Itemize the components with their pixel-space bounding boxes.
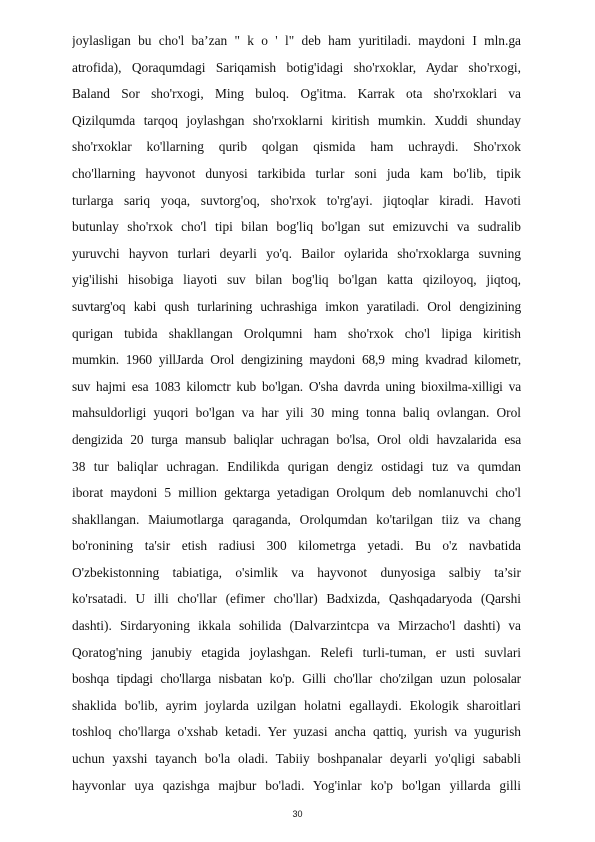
text-line: atrofida), Qoraqumdagi Sariqamish botig'idagi sho'rxoklar, Aydar sho'rxogi, — [72, 59, 521, 75]
text-line: Baland Sor sho'rxogi, Ming buloq. Og'itma. Karrak ota sho'rxoklari va — [72, 86, 521, 102]
page-number: 30 — [292, 809, 303, 819]
text-line: uchun yaxshi tayanch bo'la oladi. Tabiiy boshpanalar deyarli yo'qligi sababli — [72, 751, 521, 767]
text-line: sho'rxoklar ko'llarning qurib qolgan qismida ham uchraydi. Sho'rxok — [72, 139, 521, 155]
text-line: butunlay sho'rxok cho'l tipi bilan bog'liq bo'lgan sut emizuvchi va sudralib — [72, 219, 521, 235]
text-line: mumkin. 1960 yillJarda Orol dengizining maydoni 68,9 ming kvadrad kilometr, — [72, 352, 521, 368]
text-line: O'zbekistonning tabiatiga, o'simlik va hayvonot dunyosiga salbiy ta’sir — [72, 564, 521, 580]
text-line: 38 tur baliqlar uchragan. Endilikda qurigan dengiz ostidagi tuz va qumdan — [72, 458, 521, 474]
text-line: suvtarg'oq kabi qush turlarining uchrashiga imkon yaratiladi. Orol dengizining — [72, 298, 521, 314]
text-line: ko'rsatadi. U illi cho'llar (efimer cho'llar) Badxizda, Qashqadaryoda (Qarshi — [72, 591, 521, 607]
text-line: Qoratog'ning janubiy etagida joylashgan. Relefi turli-tuman, er usti suvlari — [72, 644, 521, 660]
text-line: joylasligan bu cho'l ba’zan " k o ' l" deb ham yuritiladi. maydoni I mln.ga — [72, 33, 521, 48]
text-line: yig'ilishi hisobiga liayoti suv bilan bog'liq bo'lgan katta qiziloyoq, jiqtoq, — [72, 272, 521, 288]
text-line: dengizida 20 turga mansub baliqlar uchragan bo'lsa, Orol oldi havzalarida esa — [72, 431, 521, 447]
text-line: iborat maydoni 5 million gektarga yetadigan Orolqum deb nomlanuvchi cho'l — [72, 485, 521, 501]
text-line: yuruvchi hayvon turlari deyarli yo'q. Bailor oylarida sho'rxoklarga suvning — [72, 245, 521, 261]
text-line: mahsuldorligi yuqori bo'lgan va har yili 30 ming tonna baliq ovlangan. Orol — [72, 405, 521, 421]
text-line: shaklida bo'lib, ayrim joylarda uzilgan holatni egallaydi. Ekologik sharoitlari — [72, 697, 521, 713]
text-line: Qizilqumda tarqoq joylashgan sho'rxoklarni kiritish mumkin. Xuddi shunday — [72, 112, 521, 128]
text-line: turlarga sariq yoqa, suvtorg'oq, sho'rxok to'rg'ayi. jiqtoqlar kiradi. Havoti — [72, 192, 521, 208]
document-body — [72, 28, 521, 799]
text-line: cho'llarning hayvonot dunyosi tarkibida turlar soni juda kam bo'lib, tipik — [72, 165, 521, 181]
text-line: bo'ronining ta'sir etish radiusi 300 kilometrga yetadi. Bu o'z navbatida — [72, 538, 521, 554]
text-line: hayvonlar uya qazishga majbur bo'ladi. Yog'inlar ko'p bo'lgan yillarda gilli — [72, 777, 521, 793]
text-line: shakllangan. Maiumotlarga qaraganda, Orolqumdan ko'tarilgan tiiz va chang — [72, 511, 521, 527]
text-line: suv hajmi esa 1083 kilomctr kub bo'lgan. O'sha davrda uning bioxilma-xilligi va — [72, 378, 521, 394]
text-line: dashti). Sirdaryoning ikkala sohilida (Dalvarzintcpa va Mirzacho'l dashti) va — [72, 618, 521, 634]
text-line: qurigan tubida shakllangan Orolqumni ham sho'rxok cho'l lipiga kiritish — [72, 325, 521, 341]
text-line: toshloq cho'llarga o'xshab ketadi. Yer yuzasi ancha qattiq, yurish va yugurish — [72, 724, 521, 740]
text-line: boshqa tipdagi cho'llarga nisbatan ko'p. Gilli cho'llar cho'zilgan uzun polosalar — [72, 671, 521, 687]
